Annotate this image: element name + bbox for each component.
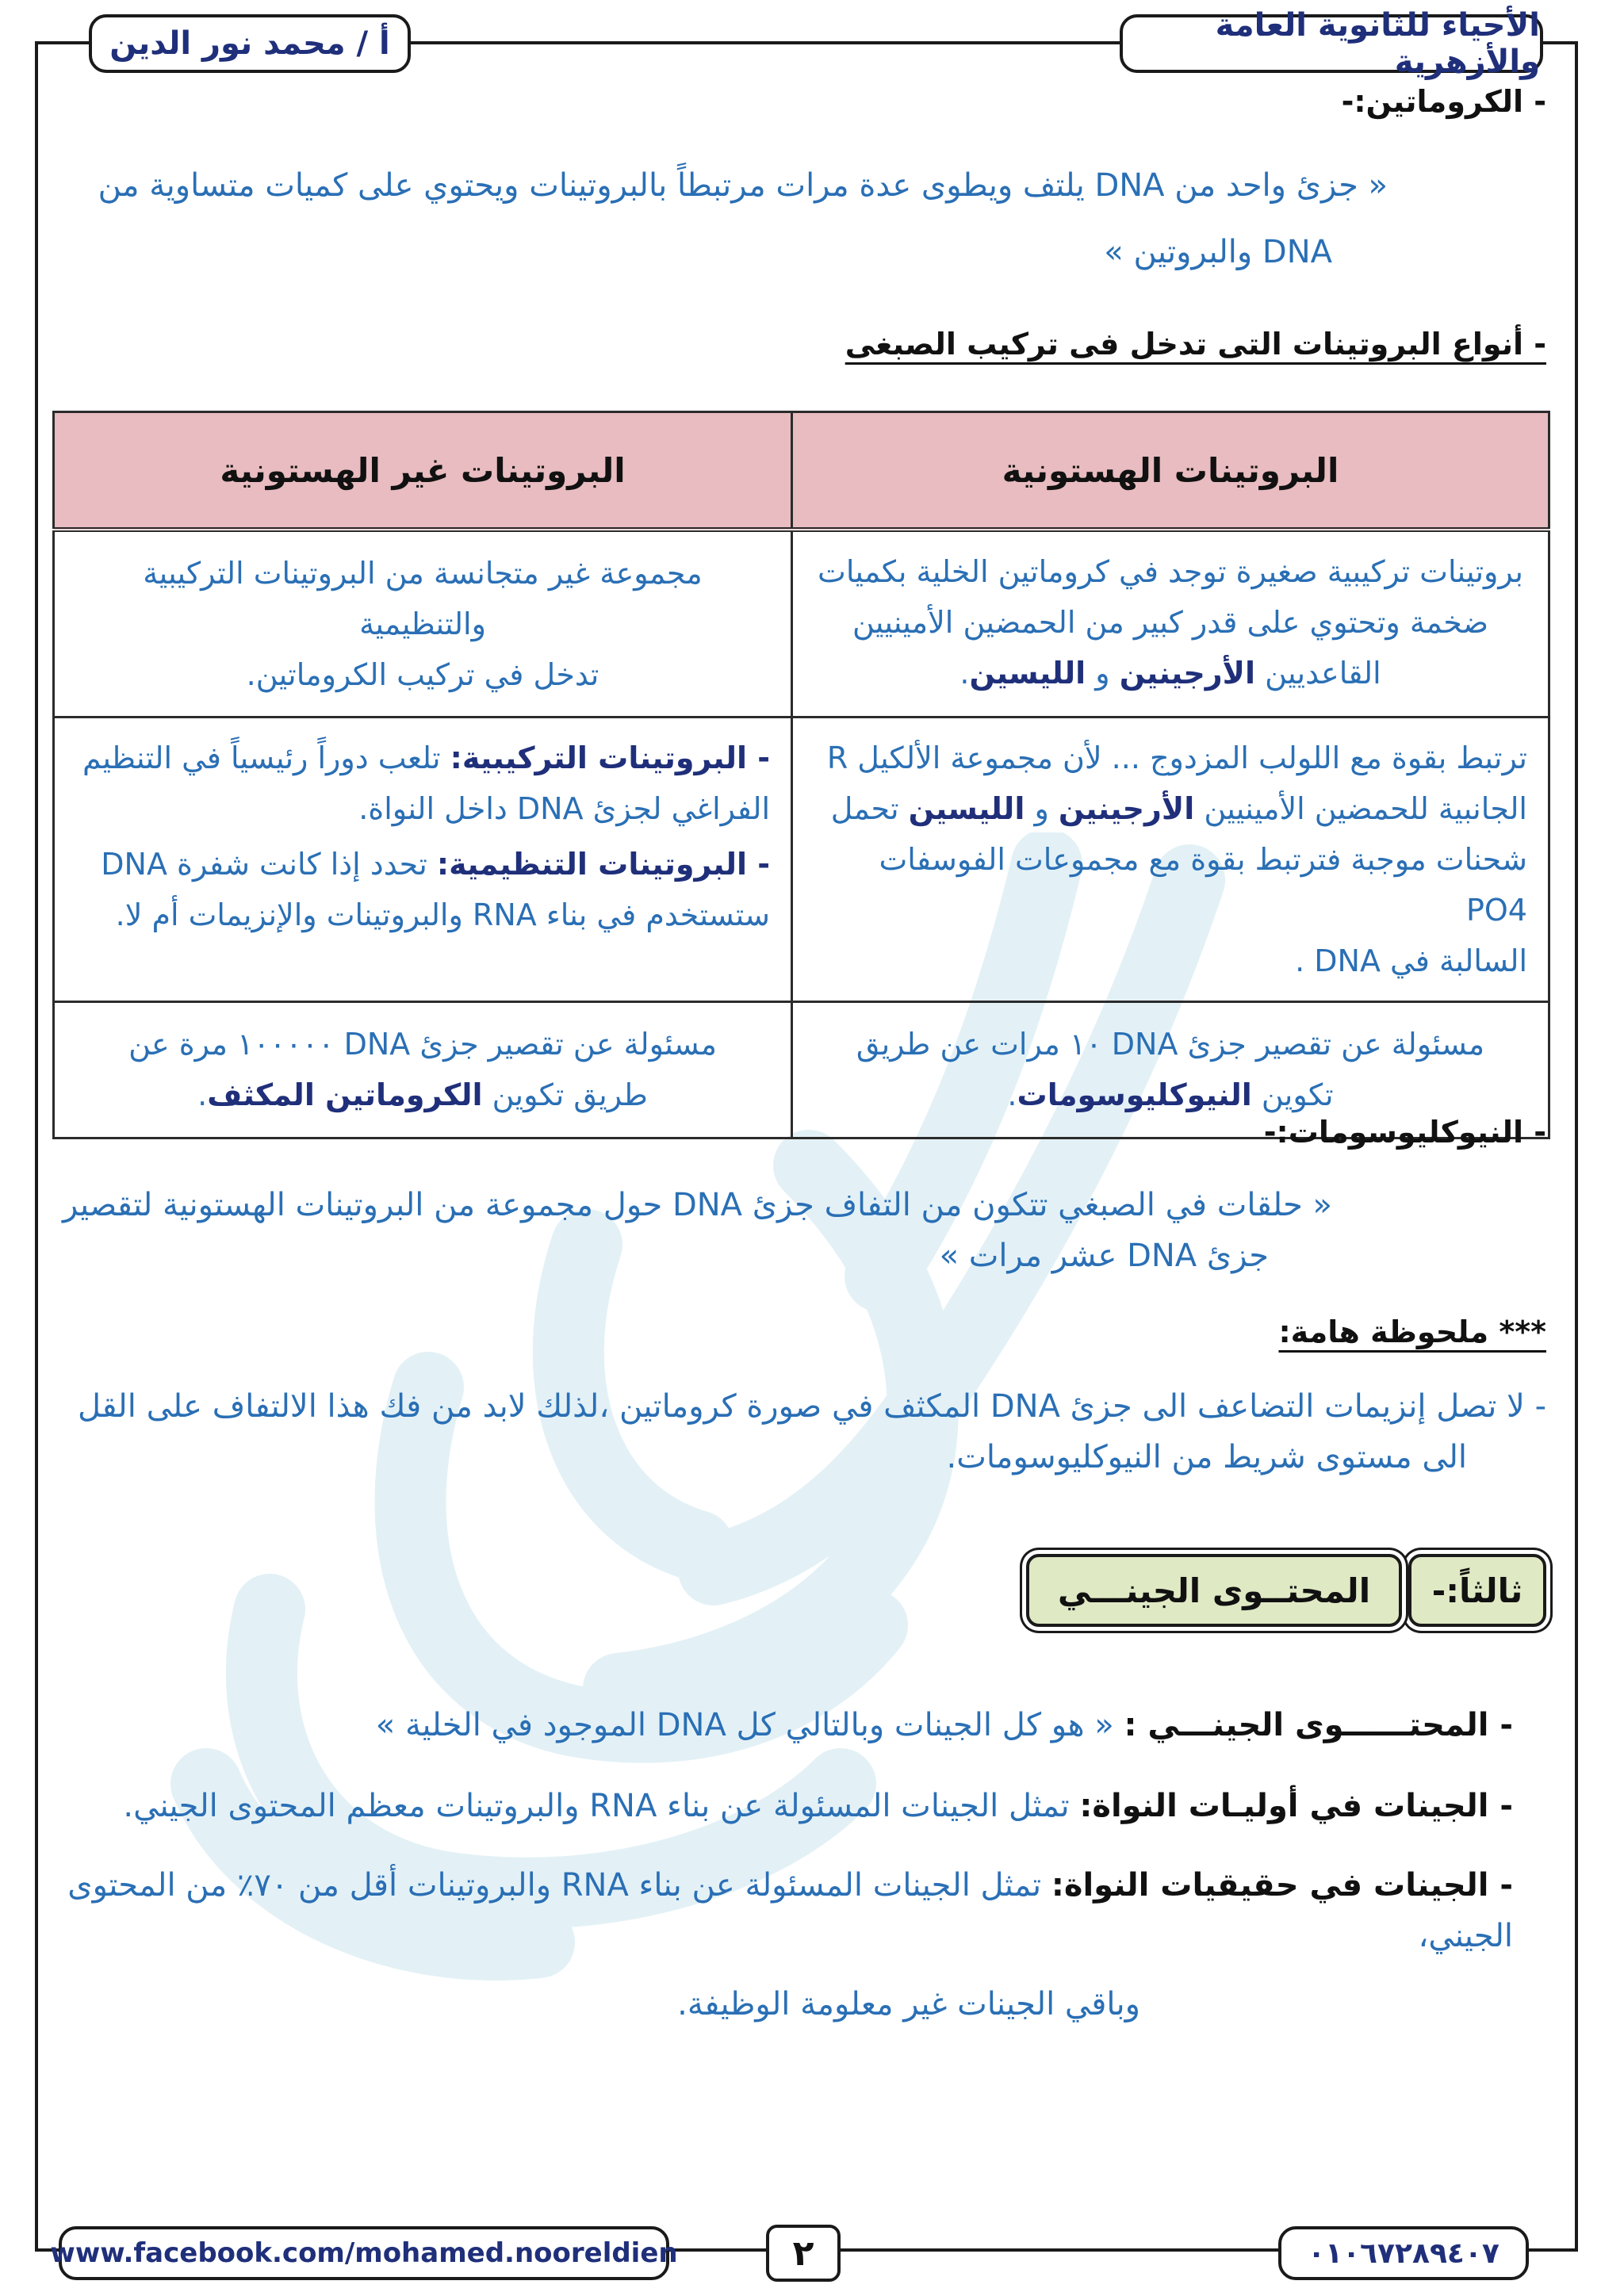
section3-number-box	[1408, 1554, 1546, 1627]
row2-histone-cell: ترتبط بقوة مع اللولب المزدوج ... لأن مجموعة الألكيل R الجانبية للحمضين الأمينيين الأرجينين و الليسين تحمل شحنات موجبة فترتبط بقوة مع مجموعات الفوسفات PO4 السالبة في DNA .	[792, 717, 1549, 1001]
row1-nonhistone-cell: مجموعة غير متجانسة من البروتينات التركيبية والتنظيمية تدخل في تركيب الكروماتين.	[54, 530, 792, 717]
row2-nonhistone-cell: - البروتينات التركيبية: تلعب دوراً رئيسياً في التنظيم الفراغي لجزئ DNA داخل النواة. - البروتينات التنظيمية: تحدد إذا كانت شفرة DNA ستستخدم في بناء RNA والبروتينات والإنزيمات أم لا.	[54, 717, 792, 1001]
footer-phone: ٠١٠٦٧٢٨٩٤٠٧	[1308, 2237, 1500, 2270]
header-author-box	[89, 14, 411, 73]
section3-title-box	[1026, 1554, 1402, 1627]
frame-top-mid	[404, 41, 1120, 44]
section3-title: المحتــوى الجينـــي	[1057, 1571, 1371, 1610]
footer-website-box	[50, 2226, 678, 2280]
footer-website[interactable]: www.facebook.com/mohamed.nooreldien	[50, 2237, 678, 2269]
frame-bottom-mid1	[663, 2248, 766, 2252]
nucleosomes-definition-line2: جزئ DNA عشر مرات »	[939, 1238, 1269, 1274]
note-heading: *** ملحوظة هامة:	[1278, 1314, 1546, 1349]
chromatin-definition-line1: « جزئ واحد من DNA يلتف ويطوى عدة مرات مرتبطاً بالبروتينات ويحتوي على كميات متساوية من	[98, 167, 1388, 204]
frame-right	[1575, 41, 1578, 2250]
genome-item-eukaryotes: - الجينات في حقيقيات النواة: تمثل الجينات المسئولة عن بناء RNA والبروتينات أقل من ٧٠٪ من المحتوى الجيني، وباقي الجينات غير معلومة الوظيفة.	[67, 1867, 1513, 2022]
table-header-row	[54, 412, 1549, 530]
nucleosomes-heading: - النيوكليوسومات:-	[1263, 1115, 1546, 1150]
row3-nonhistone-cell: مسئولة عن تقصير جزئ DNA ١٠٠٠٠٠ مرة عن طريق تكوين الكروماتين المكثف.	[54, 1001, 792, 1138]
table-row	[54, 717, 1549, 1001]
row1-histone-cell: بروتينات تركيبية صغيرة توجد في كروماتين الخلية بكميات ضخمة وتحتوي على قدر كبير من الحمضين الأمينيين القاعديين الأرجينين و الليسين.	[792, 530, 1549, 717]
chromatin-definition-line2: DNA والبروتين »	[1104, 234, 1332, 270]
footer-page-number-box	[766, 2225, 841, 2282]
nucleosomes-definition-line1: « حلقات في الصبغي تتكون من التفاف جزئ DNA حول مجموعة من البروتينات الهستونية لتقصير	[62, 1187, 1332, 1223]
frame-bottom-right	[1522, 2248, 1578, 2252]
frame-left	[35, 41, 38, 2250]
table-row	[54, 530, 1549, 717]
row3-histone-cell: مسئولة عن تقصير جزئ DNA ١٠ مرات عن طريق تكوين النيوكليوسومات.	[792, 1001, 1549, 1138]
genome-item-prokaryotes: - الجينات في أوليـات النواة: تمثل الجينات المسئولة عن بناء RNA والبروتينات معظم المحتوى الجيني.	[123, 1788, 1513, 1824]
chromatin-heading: - الكروماتين:-	[1341, 84, 1546, 119]
protein-types-heading: - أنواع البروتينات التى تدخل فى تركيب الصبغى	[845, 327, 1546, 362]
genome-item-definition: - المحتــــــوى الجينـــي : « هو كل الجينات وبالتالي كل DNA الموجود في الخلية »	[375, 1707, 1513, 1743]
protein-types-table	[52, 411, 1550, 1139]
header-subject: الأحياء للثانوية العامة والأزهرية	[1215, 7, 1540, 80]
note-text-line1: - لا تصل إنزيمات التضاعف الى جزئ DNA المكثف في صورة كروماتين ،لذلك لابد من فك هذا الالتفاف على القل	[78, 1388, 1546, 1425]
frame-top-left	[35, 41, 90, 44]
header-subject-box	[1120, 7, 1543, 80]
footer-phone-box	[1278, 2226, 1529, 2280]
table-header-histone: البروتينات الهستونية	[792, 412, 1549, 530]
frame-bottom-mid2	[834, 2248, 1278, 2252]
footer-page-number: ٢	[792, 2233, 814, 2274]
note-text-line2: الى مستوى شريط من النيوكليوسومات.	[946, 1439, 1467, 1475]
table-header-nonhistone: البروتينات غير الهستونية	[54, 412, 792, 530]
header-author: أ / محمد نور الدين	[109, 25, 390, 62]
section3-number: ثالثاً:-	[1431, 1571, 1523, 1610]
